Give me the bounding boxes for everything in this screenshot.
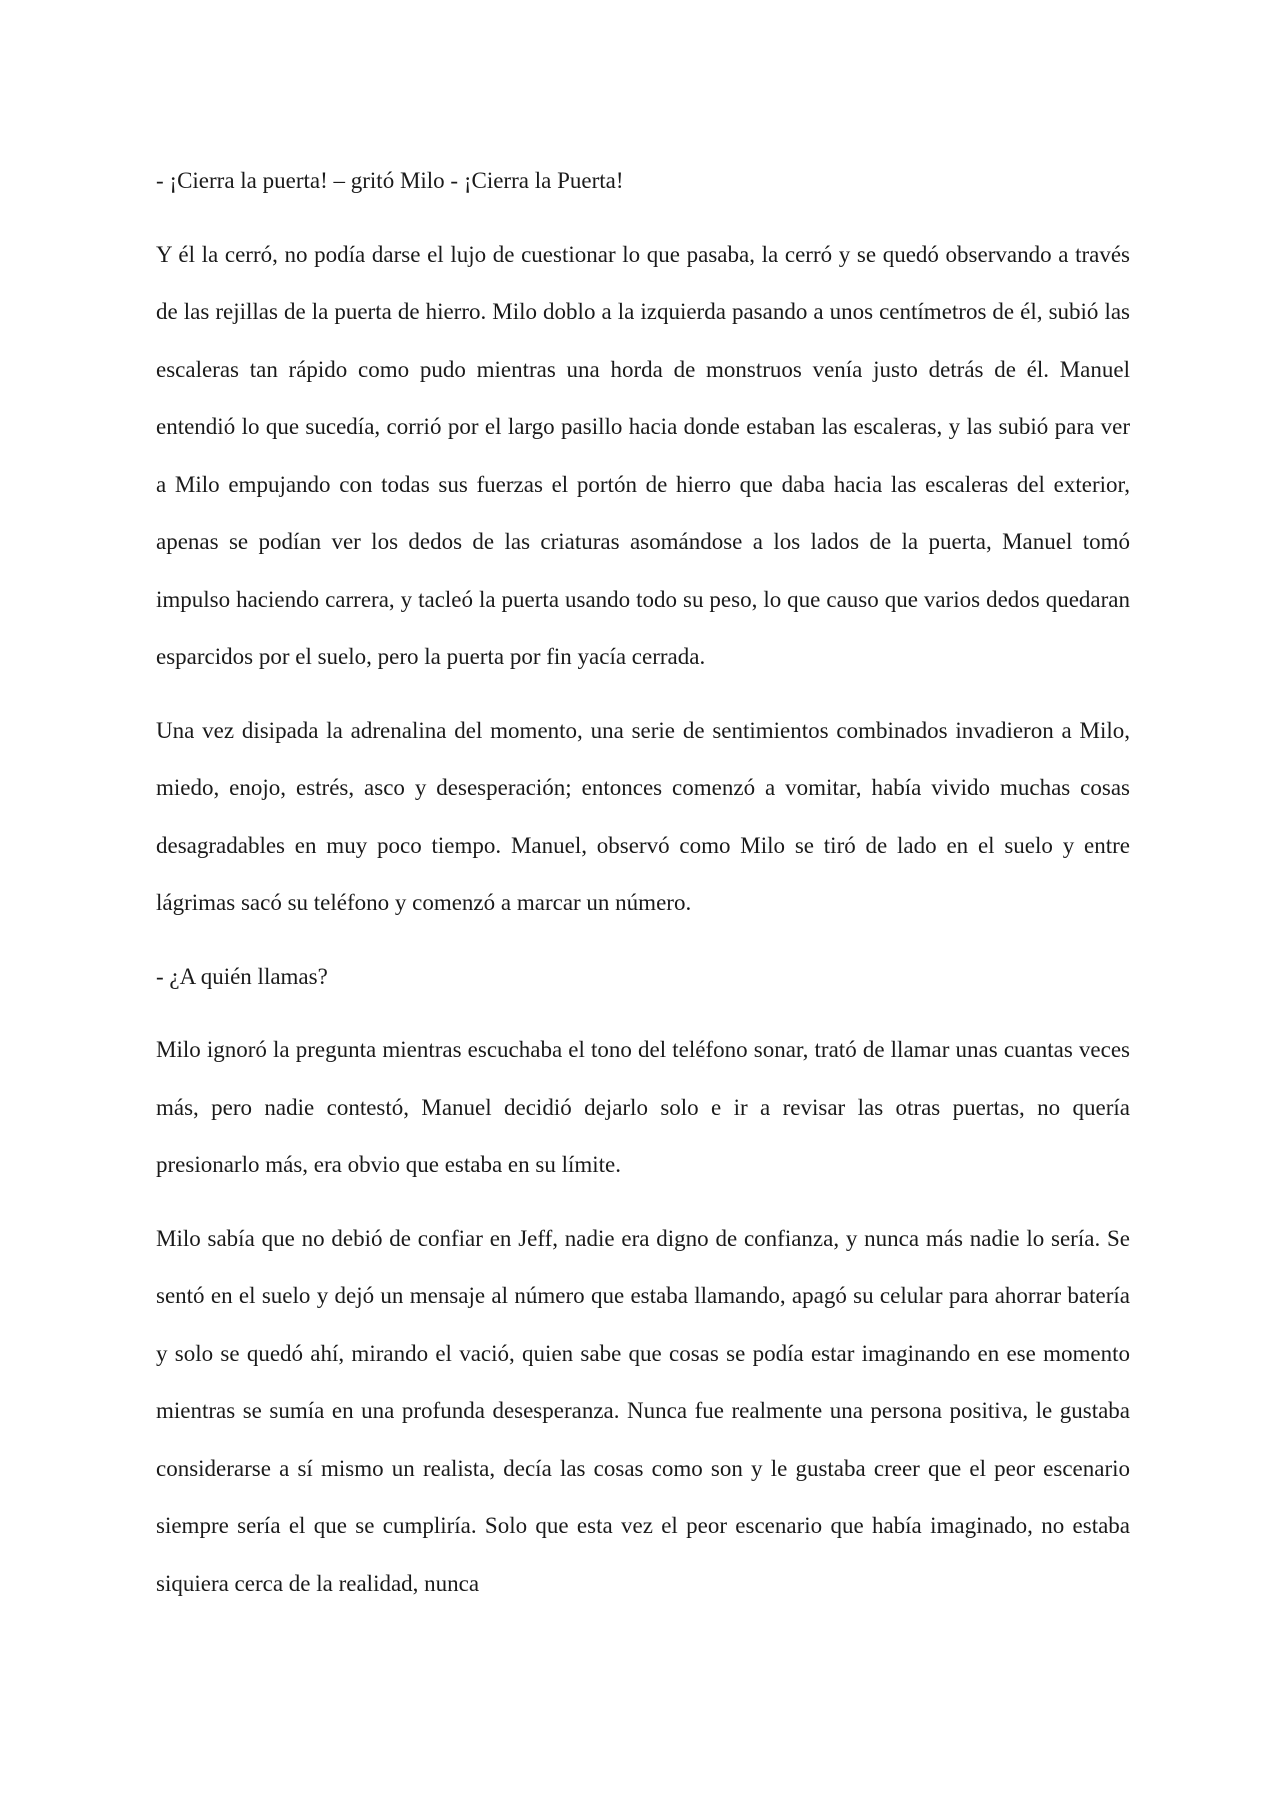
paragraph-despair: Milo sabía que no debió de confiar en Jeff, nadie era digno de confianza, y nunca más nadie lo sería. Se sentó en el suelo y dejó un mensaje al número que estaba llamando, apagó su celular para ahorrar batería y solo se quedó ahí, mirando el vació, quien sabe que cosas se podía estar imaginando en ese momento mientras se sumía en una profunda desesperanza. Nunca fue realmente una persona positiva, le gustaba considerarse a sí mismo un realista, decía las cosas como son y le gustaba creer que el peor escenario siempre sería el que se cumpliría. Solo que esta vez el peor escenario que había imaginado, no estaba siquiera cerca de la realidad, nunca — [156, 1225, 1130, 1596]
paragraph-phone-call: Milo ignoró la pregunta mientras escuchaba el tono del teléfono sonar, trató de llamar unas cuantas veces más, pero nadie contestó, Manuel decidió dejarlo solo e ir a revisar las otras puertas, no quería presionarlo más, era obvio que estaba en su límite. — [156, 1037, 1130, 1177]
dialogue-line-close-door: - ¡Cierra la puerta! – gritó Milo - ¡Cierra la Puerta! — [156, 168, 624, 193]
paragraph-adrenaline: Una vez disipada la adrenalina del momento, una serie de sentimientos combinados invadieron a Milo, miedo, enojo, estrés, asco y desesperación; entonces comenzó a vomitar, había vivido muchas cosas desagradables en muy poco tiempo. Manuel, observó como Milo se tiró de lado en el suelo y entre lágrimas sacó su teléfono y comenzó a marcar un número. — [156, 717, 1130, 915]
document-body — [156, 152, 1130, 1612]
paragraph-door-chase: Y él la cerró, no podía darse el lujo de cuestionar lo que pasaba, la cerró y se quedó observando a través de las rejillas de la puerta de hierro. Milo doblo a la izquierda pasando a unos centímetros de él, subió las escaleras tan rápido como pudo mientras una horda de monstruos venía justo detrás de él. Manuel entendió lo que sucedía, corrió por el largo pasillo hacia donde estaban las escaleras, y las subió para ver a Milo empujando con todas sus fuerzas el portón de hierro que daba hacia las escaleras del exterior, apenas se podían ver los dedos de las criaturas asomándose a los lados de la puerta, Manuel tomó impulso haciendo carrera, y tacleó la puerta usando todo su peso, lo que causo que varios dedos quedaran esparcidos por el suelo, pero la puerta por fin yacía cerrada. — [156, 241, 1130, 669]
dialogue-line-who-calling: - ¿A quién llamas? — [156, 963, 328, 989]
